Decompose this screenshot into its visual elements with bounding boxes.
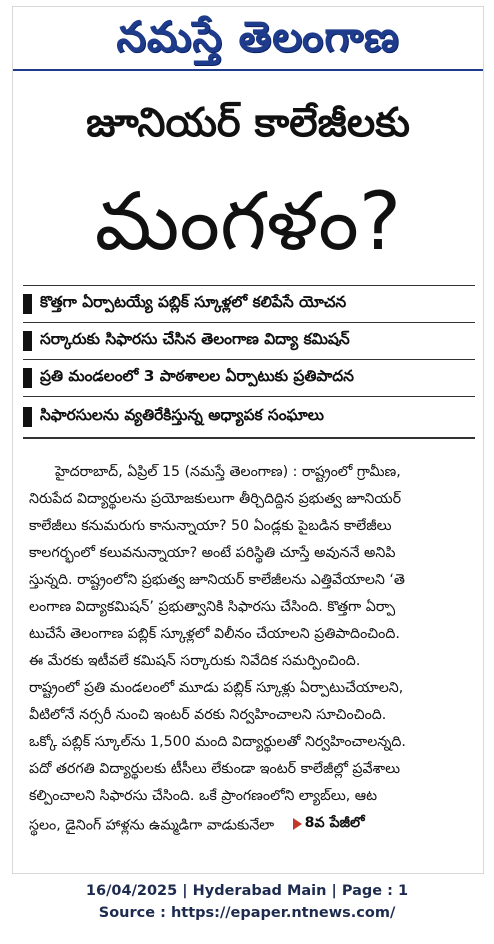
- body-line: కాలేజీలు కనుమరుగు కానున్నాయా? 50 ఏండ్లకు పైబడిన కాలేజీలు: [29, 518, 392, 534]
- footer-date-line: 16/04/2025 | Hyderabad Main | Page : 1: [85, 883, 409, 899]
- body-line: స్థలం, డైనింగ్ హాళ్లను ఉమ్మడిగా వాడుకునేలా: [29, 817, 275, 834]
- deck-item: [23, 359, 475, 396]
- headline-kicker: జూనియర్ కాలేజీలకు: [86, 100, 410, 146]
- deck-item: [23, 396, 475, 439]
- footer-source-link[interactable]: Source : https://epaper.ntnews.com/: [98, 905, 396, 921]
- deck-text: సిఫారసులను వ్యతిరేకిస్తున్న అధ్యాపక సంఘాలు: [40, 406, 324, 424]
- body-last-line: [29, 810, 475, 837]
- body-line: ఒక్కో పబ్లిక్ స్కూల్‌ను 1,500 మంది విద్యార్థులతో నిర్వహించాలన్నది.: [29, 734, 406, 750]
- deck-text: కొత్తగా ఏర్పాటయ్యే పబ్లిక్ స్కూళ్లలో కలిపేసే యోచన: [40, 293, 347, 311]
- bullet-icon: [23, 407, 32, 427]
- continued-link[interactable]: [293, 810, 365, 837]
- news-clipping: [12, 6, 484, 874]
- body-line: కాలగర్భంలో కలువనున్నాయా? అంటే పరిస్థితి చూస్తే అవుననే అనిపి: [29, 545, 396, 561]
- continued-label: 8వ పేజీలో: [304, 815, 365, 831]
- main-headline: మంగళం?: [94, 175, 402, 268]
- body-line: వీటిలోనే నర్సరీ నుంచి ఇంటర్ వరకు నిర్వహించాలని సూచించింది.: [29, 707, 387, 723]
- deck-item: [23, 322, 475, 359]
- masthead-divider: [13, 69, 483, 71]
- bullet-icon: [23, 294, 32, 314]
- deck-text: ప్రతి మండలంలో 3 పాఠశాలల ఏర్పాటుకు ప్రతిపాదన: [40, 367, 354, 385]
- body-line: హైదరాబాద్, ఏప్రిల్ 15 (నమస్తే తెలంగాణ) : రాష్ట్రంలో గ్రామీణ,: [55, 464, 401, 480]
- body-line: కల్పించాలని సిఫారసు చేసింది. ఒకే ప్రాంగణంలోని ల్యాబ్‌లు, ఆట: [29, 788, 378, 804]
- article-body: [29, 459, 475, 837]
- bullet-icon: [23, 368, 32, 388]
- body-line: స్తున్నది. రాష్ట్రంలోని ప్రభుత్వ జూనియర్ కాలేజీలను ఎత్తివేయాలని ‘తె: [29, 572, 405, 588]
- newspaper-masthead: నమస్తే తెలంగాణ: [116, 12, 400, 61]
- body-line: టుచేసే తెలంగాణ పబ్లిక్ స్కూళ్లలో విలీనం చేయాలని ప్రతిపాదించింది.: [29, 626, 400, 642]
- bullet-icon: [23, 331, 32, 351]
- deck-text: సర్కారుకు సిఫారసు చేసిన తెలంగాణ విద్యా కమిషన్: [40, 330, 350, 348]
- body-line: ఈ మేరకు ఇటీవలే కమిషన్ సర్కారుకు నివేదిక సమర్పించింది.: [29, 653, 361, 669]
- body-line: రాష్ట్రంలో ప్రతి మండలంలో మూడు పబ్లిక్ స్కూళ్లు ఏర్పాటుచేయాలని,: [29, 680, 404, 696]
- arrow-right-icon: [293, 818, 302, 830]
- body-line: నిరుపేద విద్యార్థులను ప్రయోజకులుగా తీర్చిదిద్దిన ప్రభుత్వ జూనియర్: [29, 491, 402, 507]
- deck-item: [23, 285, 475, 322]
- body-line: లంగాణ విద్యాకమిషన్’ ప్రభుత్వానికి సిఫారసు చేసింది. కొత్తగా ఏర్పా: [29, 599, 396, 615]
- deck-list: [23, 285, 475, 439]
- body-line: పదో తరగతి విద్యార్థులకు టీసీలు లేకుండా ఇంటర్ కాలేజీల్లో ప్రవేశాలు: [29, 761, 401, 777]
- source-footer: [0, 880, 494, 924]
